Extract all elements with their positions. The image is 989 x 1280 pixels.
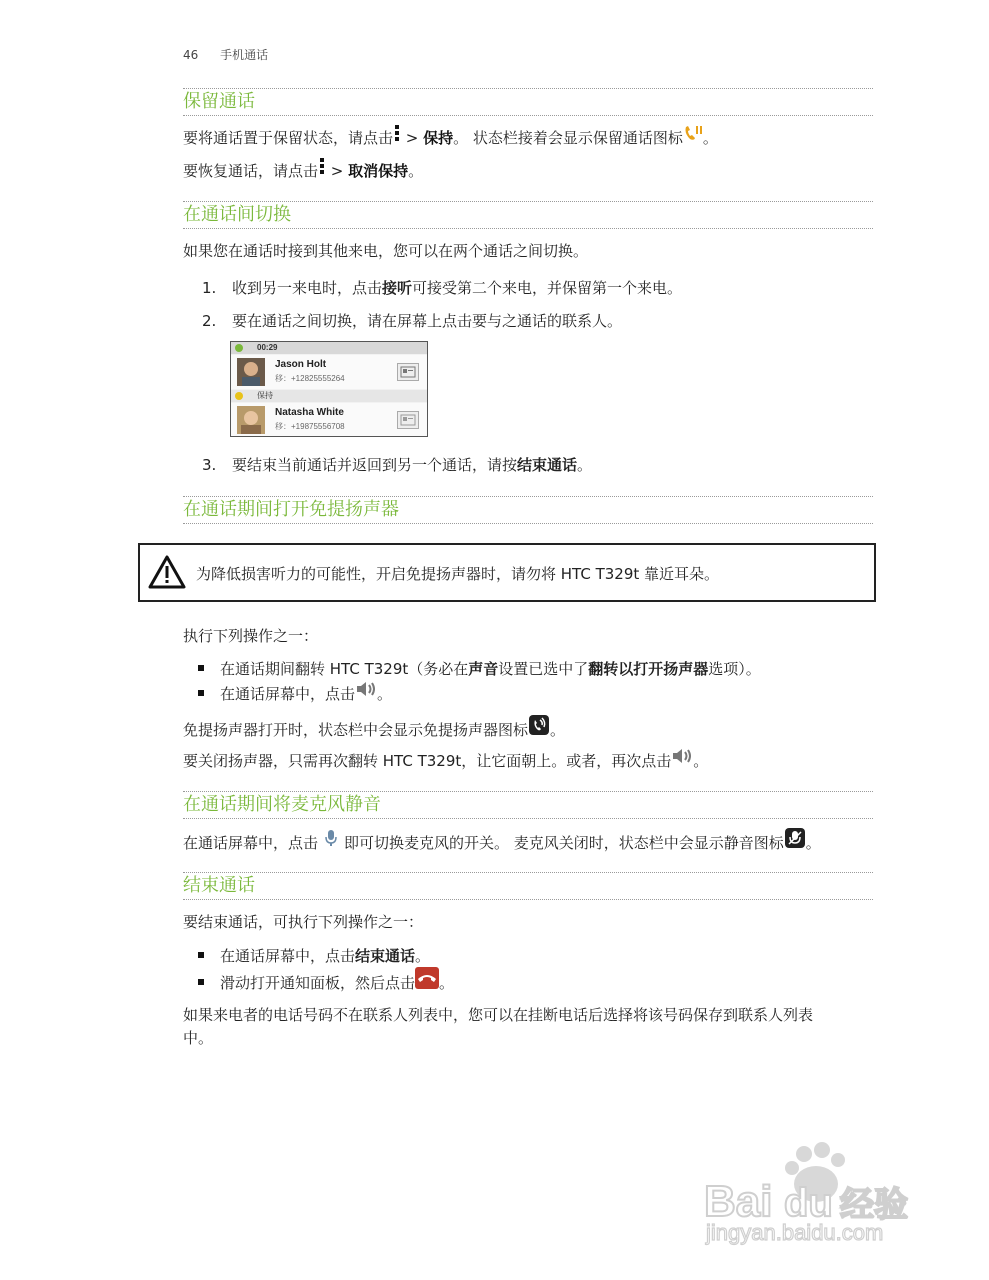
speaker-bullet-1: 在通话期间翻转 HTC T329t（务必在声音设置已选中了翻转以打开扬声器选项）。 xyxy=(198,657,761,681)
hold-dot-icon xyxy=(235,392,243,400)
menu-dots-icon xyxy=(393,124,401,149)
speaker-icon xyxy=(671,747,693,772)
hold-paragraph-1: 要将通话置于保留状态，请点击 > 保持。 状态栏接着会显示保留通话图标 。 xyxy=(183,126,718,151)
svg-text:经验: 经验 xyxy=(840,1185,908,1225)
end-paragraph-line-2: 中。 xyxy=(183,1029,214,1047)
svg-text:du: du xyxy=(784,1181,833,1225)
menu-dots-icon xyxy=(318,157,326,182)
end-bullet-1: 在通话屏幕中，点击结束通话。 xyxy=(198,944,430,968)
mute-paragraph: 在通话屏幕中，点击 即可切换麦克风的开关。 麦克风关闭时，状态栏中会显示静音图标 。 xyxy=(183,829,821,858)
hold-call-bar: 保持 xyxy=(231,390,427,402)
section-title-mute: 在通话期间将麦克风静音 xyxy=(183,791,873,819)
speaker-icon xyxy=(355,680,377,705)
warning-icon xyxy=(148,555,186,593)
contact-photo-1 xyxy=(237,358,265,386)
hold-paragraph-2: 要恢复通话，请点击 > 取消保持。 xyxy=(183,159,423,184)
warning-box xyxy=(138,543,876,602)
contact-card-icon[interactable] xyxy=(397,363,419,381)
section-speaker xyxy=(183,496,873,524)
contact-row-2[interactable]: Natasha White 移：+19875556708 xyxy=(231,403,427,437)
end-paragraph-line-1: 如果来电者的电话号码不在联系人列表中，您可以在挂断电话后选择将该号码保存到联系人列表 xyxy=(183,1006,814,1024)
hold-call-icon xyxy=(683,124,703,149)
end-intro: 要结束通话，可执行下列操作之一： xyxy=(183,913,424,931)
switch-step-3: 3. 要结束当前通话并返回到另一个通话，请按结束通话。 xyxy=(202,456,593,474)
end-bullet-2: 滑动打开通知面板，然后点击 。 xyxy=(198,969,454,998)
svg-text:jingyan.baidu.com: jingyan.baidu.com xyxy=(706,1220,884,1245)
speaker-paragraph-1: 免提扬声器打开时，状态栏中会显示免提扬声器图标 。 xyxy=(183,716,565,745)
active-dot-icon xyxy=(235,344,243,352)
section-title-switch: 在通话间切换 xyxy=(183,201,873,229)
section-end-call xyxy=(183,872,873,900)
speaker-paragraph-2: 要关闭扬声器，只需再次翻转 HTC T329t，让它面朝上。或者，再次点击 。 xyxy=(183,749,708,774)
page-header xyxy=(183,46,268,63)
speaker-bullet-2: 在通话屏幕中，点击 。 xyxy=(198,682,392,707)
active-call-bar: 00:29 xyxy=(231,342,427,354)
contact-row-1[interactable]: Jason Holt 移：+12825555264 xyxy=(231,355,427,389)
baidu-watermark xyxy=(700,1140,940,1254)
mute-status-icon xyxy=(784,827,806,856)
speaker-intro: 执行下列操作之一： xyxy=(183,627,319,645)
chapter-title: 手机通话 xyxy=(220,48,269,62)
section-hold xyxy=(183,88,873,116)
contact-photo-2 xyxy=(237,406,265,434)
speakerphone-status-icon xyxy=(528,714,550,743)
switch-intro: 如果您在通话时接到其他来电，您可以在两个通话之间切换。 xyxy=(183,242,589,260)
warning-text: 为降低损害听力的可能性，开启免提扬声器时，请勿将 HTC T329t 靠近耳朵。 xyxy=(196,565,720,583)
call-switch-screenshot xyxy=(230,341,428,437)
end-call-icon xyxy=(415,967,439,996)
section-mute xyxy=(183,791,873,819)
svg-text:Bai: Bai xyxy=(704,1177,773,1226)
section-title-hold: 保留通话 xyxy=(183,88,873,116)
switch-step-1: 1. 收到另一来电时，点击接听可接受第二个来电，并保留第一个来电。 xyxy=(202,279,683,297)
page-number: 46 xyxy=(183,48,199,62)
section-switch xyxy=(183,201,873,229)
section-title-speaker: 在通话期间打开免提扬声器 xyxy=(183,496,873,524)
section-title-end-call: 结束通话 xyxy=(183,872,873,900)
switch-step-2: 2. 要在通话之间切换，请在屏幕上点击要与之通话的联系人。 xyxy=(202,312,623,330)
microphone-icon xyxy=(324,829,338,854)
contact-card-icon[interactable] xyxy=(397,411,419,429)
